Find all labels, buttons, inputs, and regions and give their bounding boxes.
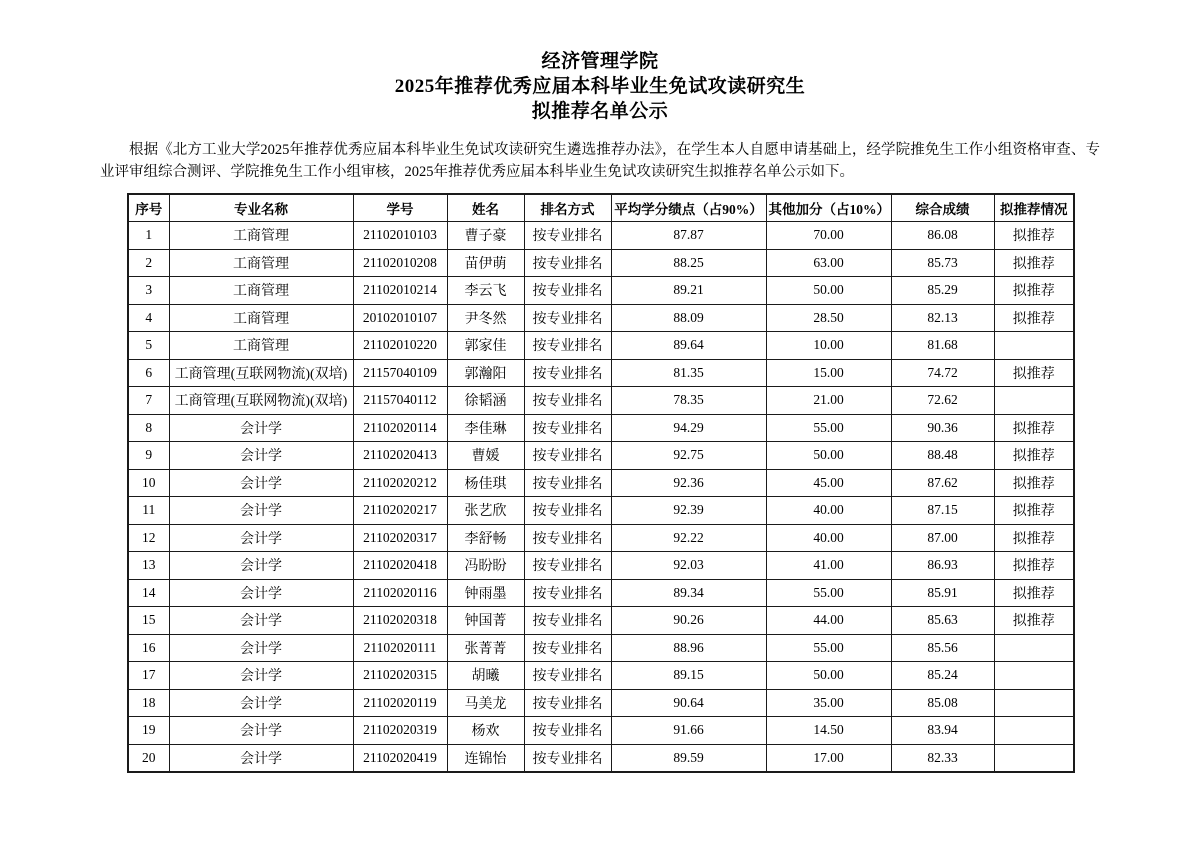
- cell-index: 6: [128, 359, 169, 387]
- cell-index: 16: [128, 634, 169, 662]
- cell-recommendation: 拟推荐: [994, 524, 1074, 552]
- cell-name: 连锦怡: [447, 744, 524, 772]
- cell-bonus: 28.50: [766, 304, 891, 332]
- cell-index: 5: [128, 332, 169, 360]
- cell-student-id: 21102020212: [353, 469, 447, 497]
- cell-major: 工商管理: [169, 332, 353, 360]
- cell-major: 工商管理(互联网物流)(双培): [169, 387, 353, 415]
- cell-name: 张艺欣: [447, 497, 524, 525]
- title-line-notice: 拟推荐名单公示: [531, 101, 669, 122]
- cell-student-id: 21102020317: [353, 524, 447, 552]
- header-gpa: 平均学分绩点（占90%）: [611, 194, 766, 222]
- cell-name: 李云飞: [447, 277, 524, 305]
- header-name: 姓名: [447, 194, 524, 222]
- cell-recommendation: [994, 744, 1074, 772]
- cell-student-id: 21102020418: [353, 552, 447, 580]
- cell-name: 郭瀚阳: [447, 359, 524, 387]
- cell-bonus: 70.00: [766, 222, 891, 250]
- cell-name: 曹媛: [447, 442, 524, 470]
- cell-major: 会计学: [169, 442, 353, 470]
- cell-ranking-method: 按专业排名: [524, 387, 611, 415]
- cell-bonus: 44.00: [766, 607, 891, 635]
- cell-index: 11: [128, 497, 169, 525]
- cell-name: 苗伊萌: [447, 249, 524, 277]
- table-row: [128, 332, 1074, 360]
- cell-composite-score: 87.00: [891, 524, 994, 552]
- cell-index: 9: [128, 442, 169, 470]
- cell-composite-score: 85.73: [891, 249, 994, 277]
- cell-composite-score: 82.13: [891, 304, 994, 332]
- cell-major: 会计学: [169, 634, 353, 662]
- cell-bonus: 63.00: [766, 249, 891, 277]
- cell-composite-score: 85.24: [891, 662, 994, 690]
- cell-recommendation: 拟推荐: [994, 304, 1074, 332]
- table-row: [128, 524, 1074, 552]
- cell-index: 7: [128, 387, 169, 415]
- cell-composite-score: 86.08: [891, 222, 994, 250]
- cell-gpa: 88.96: [611, 634, 766, 662]
- table-row: [128, 634, 1074, 662]
- cell-student-id: 21102020318: [353, 607, 447, 635]
- cell-index: 1: [128, 222, 169, 250]
- cell-major: 工商管理(互联网物流)(双培): [169, 359, 353, 387]
- cell-recommendation: [994, 634, 1074, 662]
- table-row: [128, 689, 1074, 717]
- cell-bonus: 50.00: [766, 442, 891, 470]
- cell-recommendation: 拟推荐: [994, 469, 1074, 497]
- cell-name: 张菁菁: [447, 634, 524, 662]
- table-row: [128, 387, 1074, 415]
- cell-gpa: 78.35: [611, 387, 766, 415]
- header-recommendation: 拟推荐情况: [994, 194, 1074, 222]
- cell-recommendation: 拟推荐: [994, 579, 1074, 607]
- cell-ranking-method: 按专业排名: [524, 332, 611, 360]
- cell-student-id: 21102020111: [353, 634, 447, 662]
- cell-recommendation: [994, 689, 1074, 717]
- cell-ranking-method: 按专业排名: [524, 717, 611, 745]
- cell-student-id: 21102020413: [353, 442, 447, 470]
- cell-gpa: 88.09: [611, 304, 766, 332]
- cell-index: 10: [128, 469, 169, 497]
- table-row: [128, 304, 1074, 332]
- cell-recommendation: 拟推荐: [994, 414, 1074, 442]
- cell-gpa: 81.35: [611, 359, 766, 387]
- cell-bonus: 14.50: [766, 717, 891, 745]
- table-row: [128, 607, 1074, 635]
- cell-ranking-method: 按专业排名: [524, 552, 611, 580]
- cell-gpa: 90.26: [611, 607, 766, 635]
- cell-index: 12: [128, 524, 169, 552]
- cell-gpa: 87.87: [611, 222, 766, 250]
- cell-composite-score: 72.62: [891, 387, 994, 415]
- cell-ranking-method: 按专业排名: [524, 359, 611, 387]
- cell-major: 工商管理: [169, 277, 353, 305]
- cell-name: 钟雨墨: [447, 579, 524, 607]
- cell-gpa: 92.22: [611, 524, 766, 552]
- cell-major: 会计学: [169, 497, 353, 525]
- table-row: [128, 497, 1074, 525]
- cell-student-id: 21157040112: [353, 387, 447, 415]
- cell-recommendation: [994, 662, 1074, 690]
- cell-name: 李佳琳: [447, 414, 524, 442]
- cell-major: 会计学: [169, 469, 353, 497]
- cell-ranking-method: 按专业排名: [524, 414, 611, 442]
- cell-bonus: 15.00: [766, 359, 891, 387]
- cell-index: 13: [128, 552, 169, 580]
- cell-bonus: 50.00: [766, 662, 891, 690]
- cell-recommendation: [994, 332, 1074, 360]
- cell-student-id: 21102020119: [353, 689, 447, 717]
- header-ranking-method: 排名方式: [524, 194, 611, 222]
- cell-bonus: 41.00: [766, 552, 891, 580]
- cell-ranking-method: 按专业排名: [524, 304, 611, 332]
- cell-major: 会计学: [169, 414, 353, 442]
- cell-ranking-method: 按专业排名: [524, 249, 611, 277]
- title-line-college: 经济管理学院: [541, 51, 659, 72]
- cell-bonus: 40.00: [766, 497, 891, 525]
- cell-composite-score: 85.56: [891, 634, 994, 662]
- header-bonus: 其他加分（占10%）: [766, 194, 891, 222]
- cell-bonus: 21.00: [766, 387, 891, 415]
- cell-major: 会计学: [169, 689, 353, 717]
- cell-index: 19: [128, 717, 169, 745]
- cell-composite-score: 87.62: [891, 469, 994, 497]
- cell-bonus: 17.00: [766, 744, 891, 772]
- cell-recommendation: 拟推荐: [994, 277, 1074, 305]
- cell-ranking-method: 按专业排名: [524, 469, 611, 497]
- cell-name: 尹冬然: [447, 304, 524, 332]
- cell-gpa: 88.25: [611, 249, 766, 277]
- table-row: [128, 744, 1074, 772]
- cell-index: 14: [128, 579, 169, 607]
- cell-ranking-method: 按专业排名: [524, 524, 611, 552]
- cell-recommendation: 拟推荐: [994, 552, 1074, 580]
- title-line-program: 2025年推荐优秀应届本科毕业生免试攻读研究生: [394, 76, 806, 97]
- cell-index: 20: [128, 744, 169, 772]
- cell-ranking-method: 按专业排名: [524, 662, 611, 690]
- cell-index: 2: [128, 249, 169, 277]
- cell-name: 曹子豪: [447, 222, 524, 250]
- cell-gpa: 92.75: [611, 442, 766, 470]
- cell-composite-score: 85.63: [891, 607, 994, 635]
- cell-recommendation: 拟推荐: [994, 607, 1074, 635]
- cell-ranking-method: 按专业排名: [524, 689, 611, 717]
- cell-student-id: 21102020116: [353, 579, 447, 607]
- header-major: 专业名称: [169, 194, 353, 222]
- cell-major: 会计学: [169, 744, 353, 772]
- cell-gpa: 91.66: [611, 717, 766, 745]
- cell-student-id: 21102020114: [353, 414, 447, 442]
- cell-gpa: 92.03: [611, 552, 766, 580]
- cell-gpa: 89.34: [611, 579, 766, 607]
- cell-bonus: 40.00: [766, 524, 891, 552]
- cell-gpa: 89.21: [611, 277, 766, 305]
- header-index: 序号: [128, 194, 169, 222]
- cell-name: 钟国菁: [447, 607, 524, 635]
- cell-composite-score: 86.93: [891, 552, 994, 580]
- cell-gpa: 89.15: [611, 662, 766, 690]
- cell-ranking-method: 按专业排名: [524, 277, 611, 305]
- header-student-id: 学号: [353, 194, 447, 222]
- cell-composite-score: 85.91: [891, 579, 994, 607]
- cell-ranking-method: 按专业排名: [524, 607, 611, 635]
- cell-recommendation: 拟推荐: [994, 249, 1074, 277]
- header-row: [128, 194, 1074, 222]
- cell-student-id: 21102020419: [353, 744, 447, 772]
- roster-table-head: [128, 194, 1074, 222]
- cell-major: 工商管理: [169, 304, 353, 332]
- table-row: [128, 277, 1074, 305]
- cell-major: 工商管理: [169, 222, 353, 250]
- cell-bonus: 55.00: [766, 414, 891, 442]
- table-row: [128, 359, 1074, 387]
- cell-recommendation: 拟推荐: [994, 442, 1074, 470]
- cell-recommendation: 拟推荐: [994, 359, 1074, 387]
- cell-bonus: 55.00: [766, 634, 891, 662]
- cell-index: 8: [128, 414, 169, 442]
- table-row: [128, 469, 1074, 497]
- table-row: [128, 662, 1074, 690]
- cell-composite-score: 81.68: [891, 332, 994, 360]
- cell-index: 4: [128, 304, 169, 332]
- cell-bonus: 10.00: [766, 332, 891, 360]
- table-row: [128, 414, 1074, 442]
- cell-index: 18: [128, 689, 169, 717]
- cell-name: 胡曦: [447, 662, 524, 690]
- cell-bonus: 45.00: [766, 469, 891, 497]
- cell-gpa: 94.29: [611, 414, 766, 442]
- cell-major: 工商管理: [169, 249, 353, 277]
- cell-name: 李舒畅: [447, 524, 524, 552]
- cell-recommendation: [994, 387, 1074, 415]
- roster-table-body: [128, 222, 1074, 772]
- intro-paragraph: 根据《北方工业大学2025年推荐优秀应届本科毕业生免试攻读研究生遴选推荐办法》，在学生本人自愿申请基础上，经学院推免生工作小组资格审查、专业评审组综合测评、学院推免生工作小组审核，2025年推荐优秀应届本科毕业生免试攻读研究生拟推荐名单公示如下。: [100, 142, 1100, 180]
- cell-major: 会计学: [169, 579, 353, 607]
- recommendation-roster-table: [127, 193, 1075, 773]
- cell-recommendation: 拟推荐: [994, 497, 1074, 525]
- cell-name: 杨欢: [447, 717, 524, 745]
- cell-composite-score: 88.48: [891, 442, 994, 470]
- table-row: [128, 552, 1074, 580]
- cell-ranking-method: 按专业排名: [524, 222, 611, 250]
- table-row: [128, 222, 1074, 250]
- cell-major: 会计学: [169, 607, 353, 635]
- cell-student-id: 21157040109: [353, 359, 447, 387]
- cell-gpa: 90.64: [611, 689, 766, 717]
- cell-student-id: 21102020217: [353, 497, 447, 525]
- cell-ranking-method: 按专业排名: [524, 497, 611, 525]
- cell-index: 3: [128, 277, 169, 305]
- cell-name: 徐韬涵: [447, 387, 524, 415]
- cell-major: 会计学: [169, 717, 353, 745]
- table-row: [128, 249, 1074, 277]
- cell-composite-score: 74.72: [891, 359, 994, 387]
- table-row: [128, 579, 1074, 607]
- table-row: [128, 717, 1074, 745]
- cell-name: 杨佳琪: [447, 469, 524, 497]
- cell-index: 15: [128, 607, 169, 635]
- cell-student-id: 21102010103: [353, 222, 447, 250]
- cell-composite-score: 83.94: [891, 717, 994, 745]
- cell-gpa: 89.64: [611, 332, 766, 360]
- cell-ranking-method: 按专业排名: [524, 744, 611, 772]
- header-composite: 综合成绩: [891, 194, 994, 222]
- cell-gpa: 89.59: [611, 744, 766, 772]
- cell-bonus: 35.00: [766, 689, 891, 717]
- cell-name: 马美龙: [447, 689, 524, 717]
- document-title: [0, 0, 1200, 124]
- cell-composite-score: 85.08: [891, 689, 994, 717]
- cell-student-id: 20102010107: [353, 304, 447, 332]
- cell-student-id: 21102020315: [353, 662, 447, 690]
- cell-major: 会计学: [169, 524, 353, 552]
- cell-major: 会计学: [169, 552, 353, 580]
- cell-name: 郭家佳: [447, 332, 524, 360]
- cell-student-id: 21102020319: [353, 717, 447, 745]
- cell-ranking-method: 按专业排名: [524, 579, 611, 607]
- cell-gpa: 92.39: [611, 497, 766, 525]
- cell-composite-score: 85.29: [891, 277, 994, 305]
- cell-ranking-method: 按专业排名: [524, 442, 611, 470]
- cell-composite-score: 82.33: [891, 744, 994, 772]
- cell-bonus: 50.00: [766, 277, 891, 305]
- table-row: [128, 442, 1074, 470]
- cell-gpa: 92.36: [611, 469, 766, 497]
- cell-student-id: 21102010208: [353, 249, 447, 277]
- cell-recommendation: 拟推荐: [994, 222, 1074, 250]
- cell-student-id: 21102010214: [353, 277, 447, 305]
- cell-ranking-method: 按专业排名: [524, 634, 611, 662]
- cell-student-id: 21102010220: [353, 332, 447, 360]
- cell-composite-score: 90.36: [891, 414, 994, 442]
- cell-name: 冯盼盼: [447, 552, 524, 580]
- cell-index: 17: [128, 662, 169, 690]
- cell-recommendation: [994, 717, 1074, 745]
- cell-major: 会计学: [169, 662, 353, 690]
- cell-composite-score: 87.15: [891, 497, 994, 525]
- cell-bonus: 55.00: [766, 579, 891, 607]
